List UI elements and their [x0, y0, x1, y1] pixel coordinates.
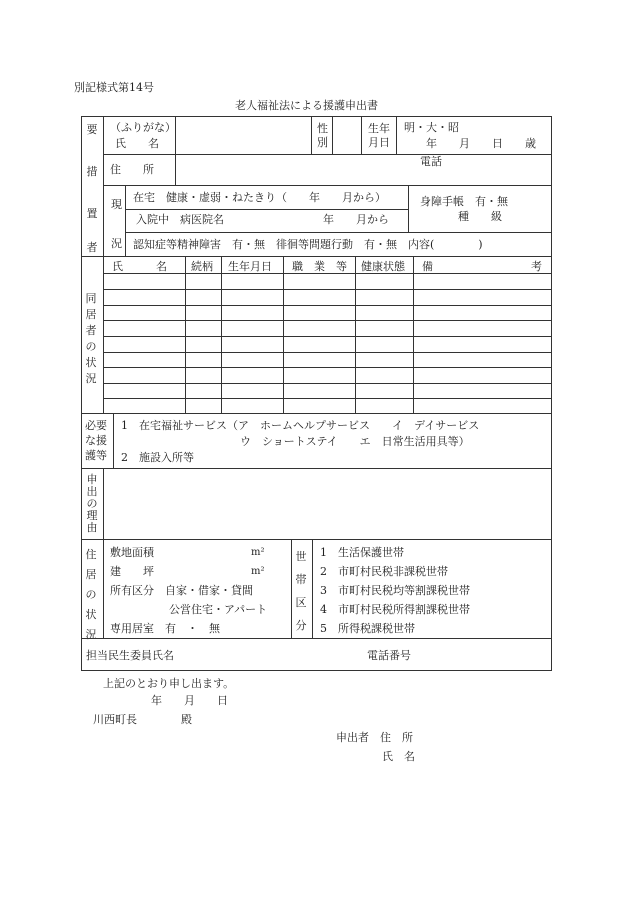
- building-area-unit: m²: [251, 566, 265, 577]
- sex-field[interactable]: [336, 122, 358, 148]
- household-section-label: 同 居 者 の 状 況: [85, 292, 97, 385]
- care-option-short-stay: ウ ショートステイ エ 日常生活用具等）: [240, 435, 470, 448]
- sex-label-bottom: 別: [317, 136, 328, 149]
- form-title: 老人福祉法による援護申出書: [235, 99, 378, 112]
- applicant-name-label: 氏 名: [382, 750, 415, 763]
- birth-eras: 明・大・昭: [404, 121, 459, 134]
- status-label-bottom: 況: [111, 237, 122, 250]
- commissioner-phone-label: 電話番号: [367, 649, 411, 662]
- table-row[interactable]: [103, 398, 552, 399]
- submission-date: 年 月 日: [151, 694, 228, 707]
- table-row[interactable]: [103, 367, 552, 368]
- table-row[interactable]: [103, 305, 552, 306]
- addressee: 川西町長 殿: [93, 713, 192, 726]
- col-name: 氏 名: [112, 260, 167, 273]
- applicant-address-label: 申出者 住 所: [336, 731, 413, 744]
- subject-label-divider: [103, 116, 104, 256]
- housing-section-label: 住 居 の 状 況: [85, 548, 97, 641]
- status-label-top: 現: [111, 198, 122, 211]
- phone-label: 電話: [420, 155, 442, 168]
- birth-label-top: 生年: [368, 122, 390, 135]
- reason-field[interactable]: [108, 473, 546, 533]
- address-label: 住 所: [110, 163, 154, 176]
- land-area-label: 敷地面積: [110, 546, 154, 559]
- at-home-status: 在宅 健康・虚弱・ねたきり（ 年 月から）: [133, 191, 386, 204]
- household-class-item: 3 市町村民税均等割課税世帯: [320, 584, 470, 597]
- building-area-label: 建 坪: [110, 565, 154, 578]
- col-remarks: 備: [422, 260, 433, 273]
- land-area-unit: m²: [251, 547, 265, 558]
- disability-book: 身障手帳 有・無: [420, 195, 508, 208]
- table-row[interactable]: [103, 320, 552, 321]
- household-class-item: 5 所得税課税世帯: [320, 622, 415, 635]
- furigana-label: （ふりがな）: [110, 121, 176, 134]
- household-class-item: 4 市町村民税所得割課税世帯: [320, 603, 470, 616]
- table-row[interactable]: [103, 352, 552, 353]
- birth-date-units: 年 月 日 歳: [426, 137, 536, 150]
- table-row[interactable]: [103, 289, 552, 290]
- col-remarks-tail: 考: [531, 260, 542, 273]
- birth-label-bottom: 月日: [368, 136, 390, 149]
- hospitalized-status: 入院中 病医院名 年 月から: [136, 213, 389, 226]
- address-field[interactable]: [180, 160, 410, 180]
- commissioner-name-label: 担当民生委員氏名: [86, 649, 174, 662]
- care-option-home-services: 1 在宅福祉サービス（ア ホームヘルプサービス イ デイサービス: [121, 419, 480, 432]
- statement: 上記のとおり申し出ます。: [103, 677, 235, 690]
- reason-section-label: 申 出 の 理 由: [86, 473, 98, 534]
- name-label: 氏 名: [115, 137, 159, 150]
- table-row[interactable]: [103, 336, 552, 337]
- care-option-facility: 2 施設入所等: [121, 451, 194, 464]
- ownership-options: 所有区分 自家・借家・貸間: [110, 584, 253, 597]
- sex-label-top: 性: [317, 122, 328, 135]
- table-row[interactable]: [103, 383, 552, 384]
- dementia-status: 認知症等精神障害 有・無 徘徊等問題行動 有・無 内容( ): [133, 238, 483, 251]
- col-health: 健康状態: [361, 260, 405, 273]
- household-class-section-label: 世 帯 区 分: [295, 550, 307, 632]
- private-room-options: 専用居室 有 ・ 無: [110, 622, 220, 635]
- name-field[interactable]: [180, 137, 308, 151]
- col-occupation: 職 業 等: [292, 260, 347, 273]
- needed-care-label: 必要 な援 護等: [85, 419, 107, 462]
- form-number: 別記様式第14号: [74, 81, 154, 94]
- col-relation: 続柄: [191, 260, 213, 273]
- furigana-field[interactable]: [180, 121, 308, 135]
- ownership-options-2: 公営住宅・アパート: [169, 603, 268, 616]
- household-class-item: 1 生活保護世帯: [320, 546, 404, 559]
- household-class-item: 2 市町村民税非課税世帯: [320, 565, 448, 578]
- disability-grade: 種 級: [458, 210, 502, 223]
- col-birthdate: 生年月日: [228, 260, 272, 273]
